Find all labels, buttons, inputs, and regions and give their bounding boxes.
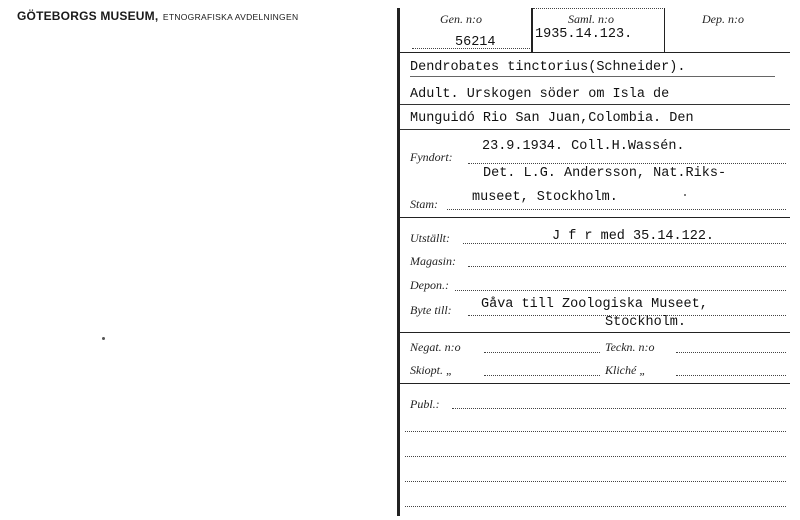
skiopt-line [484,375,600,376]
paper-speck [684,194,686,196]
stam-label: Stam: [410,197,438,211]
utstallt-label: Utställt: [410,231,451,245]
rule-3 [400,129,790,130]
kliche-label: Kliché „ [605,363,646,377]
publ-line-2 [405,431,786,432]
magasin-line [468,266,786,267]
depon-label: Depon.: [410,278,449,292]
fyndort-section-rule [400,217,790,218]
publ-line-5 [405,506,786,507]
saml-number-value: 1935.14.123. [535,27,633,42]
saml-box-left [531,8,533,52]
publ-label: Publ.: [410,397,440,411]
teckn-line [676,352,786,353]
saml-number-label: Saml. n:o [568,12,614,26]
description-line-3: Munguidó Rio San Juan,Colombia. Den [410,111,694,126]
stam-line [447,209,786,210]
description-line-2: Adult. Urskogen söder om Isla de [410,87,670,102]
species-underline [410,76,775,77]
gen-number-value: 56214 [455,35,496,50]
determination-line-2: museet, Stockholm. [472,190,618,205]
dep-number-label: Dep. n:o [702,12,744,26]
byte-value-2: Stockholm. [605,315,687,330]
department-name: ETNOGRAFISKA AVDELNINGEN [162,12,299,22]
card-left-border [397,8,400,516]
species-name: Dendrobates tinctorius(Schneider). [410,60,686,75]
negat-label: Negat. n:o [410,340,461,354]
depon-line [455,290,786,291]
rule-2 [400,104,790,105]
negat-line [484,352,600,353]
media-section-rule [400,383,790,384]
fyndort-label: Fyndort: [410,150,453,164]
paper-speck [102,337,105,340]
museum-name: GÖTEBORGS MUSEUM, [17,9,159,23]
skiopt-label: Skiopt. „ [410,363,453,377]
magasin-label: Magasin: [410,254,456,268]
kliche-line [676,375,786,376]
byte-label: Byte till: [410,303,452,317]
publ-line-4 [405,481,786,482]
determination-line-1: Det. L.G. Andersson, Nat.Riks- [483,166,727,181]
publ-line-1 [452,408,786,409]
saml-box-top [533,8,663,9]
publ-line-3 [405,456,786,457]
byte-value: Gåva till Zoologiska Museet, [481,297,708,312]
fyndort-line [468,163,786,164]
utstallt-value: J f r med 35.14.122. [552,229,715,244]
byte-section-rule [400,332,790,333]
museum-header [17,7,298,25]
fyndort-value: 23.9.1934. Coll.H.Wassén. [482,139,685,154]
teckn-label: Teckn. n:o [605,340,655,354]
saml-box-right [664,8,665,52]
utstallt-line [463,243,786,244]
gen-number-label: Gen. n:o [440,12,482,26]
number-row-separator [400,52,790,53]
